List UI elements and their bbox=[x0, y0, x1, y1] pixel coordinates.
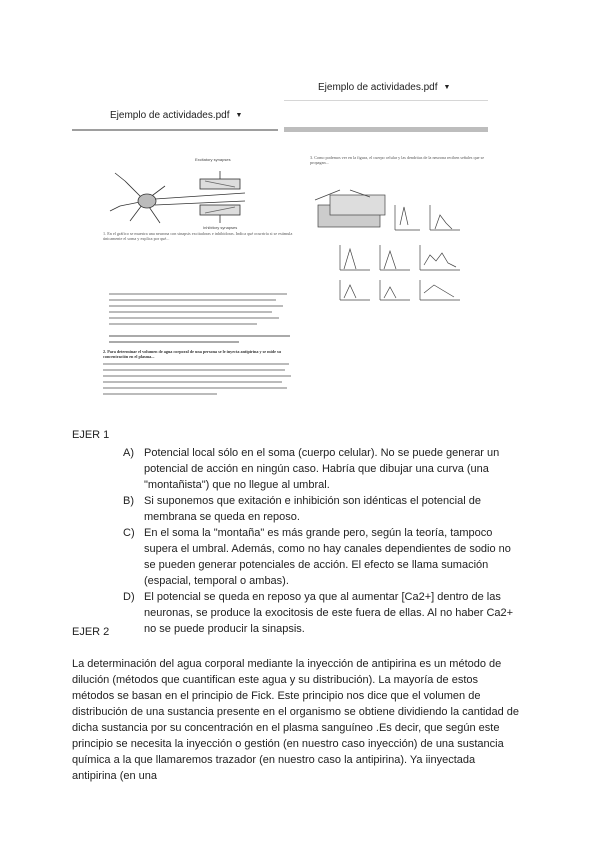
embedded-pdf-page bbox=[95, 145, 490, 410]
neuron-figure bbox=[105, 151, 255, 231]
embedded-question-1: 1. En el gráfico se muestra una neurona con sinapsis excitadoras e inhibidoras. Indica qué ocurriría si se estimula únicamente el soma y explica por qué... bbox=[103, 231, 293, 242]
embedded-q2-lines bbox=[103, 363, 293, 399]
ejer2-paragraph: La determinación del agua corporal mediante la inyección de antipirina es un método de dilución (métodos que cuantifican este agua y su distribución). La mayoría de estos métodos se basan en el principio de Fick. Este principio nos dice que el volumen de distribución de una sustancia presente en el organismo se obtiene dividiendo la cantidad de dicha sustancia por su concentración en el plasma sanguíneo .Es decir, que según este principio se necesita la inyección o gestión (en nuestro caso inyección) de una sustancia química a la que llamaremos trazador (en nuestro caso la antipirina). Ya iinyectada antipirina (en una bbox=[72, 658, 520, 782]
ejer2-heading: EJER 2 bbox=[72, 626, 110, 638]
dropdown-arrow-icon[interactable]: ▼ bbox=[235, 111, 243, 119]
answer-letter: C) bbox=[123, 527, 135, 539]
ejer1-answers-list bbox=[123, 445, 514, 637]
pdf-tab-right[interactable] bbox=[318, 78, 450, 96]
answer-text: El potencial se queda en reposo ya que al aumentar [Ca2+] dentro de las neuronas, se produce la exocitosis de este fuera de ellas. Al no haber Ca2+ no se puede producir la sinapsis. bbox=[144, 591, 514, 635]
answer-letter: D) bbox=[123, 591, 135, 603]
membrane-potential-figure bbox=[310, 185, 470, 305]
excitatory-label: Excitatory synapses bbox=[195, 157, 231, 162]
divider-left bbox=[72, 129, 278, 131]
divider-right-bottom bbox=[284, 127, 488, 132]
pdf-filename-right: Ejemplo de actividades.pdf bbox=[318, 81, 438, 93]
pdf-tab-left[interactable] bbox=[110, 106, 242, 124]
inhibitory-label: Inhibitory synapses bbox=[203, 225, 238, 230]
answer-item-a bbox=[123, 445, 514, 493]
answer-item-b bbox=[123, 493, 514, 525]
pdf-filename-left: Ejemplo de actividades.pdf bbox=[110, 109, 230, 121]
ejer1-heading: EJER 1 bbox=[72, 429, 110, 441]
answer-letter: B) bbox=[123, 495, 134, 507]
embedded-bullet-lines bbox=[109, 293, 294, 347]
embedded-question-3: 3. Como podemos ver en la figura, el cuerpo celular y las dendritas de la neurona reciben señales que se propagan... bbox=[310, 155, 485, 166]
dropdown-arrow-icon[interactable]: ▼ bbox=[443, 83, 451, 91]
embedded-question-2: 2. Para determinar el volumen de agua corporal de una persona se le inyecta antipirina y se mide su concentración en el plasma... bbox=[103, 349, 281, 360]
answer-letter: A) bbox=[123, 447, 134, 459]
answer-item-d bbox=[123, 589, 514, 637]
answer-text: En el soma la "montaña" es más grande pero, según la teoría, tampoco supera el umbral. Además, como no hay canales dependientes de sodio no se pueden generar potenciales de acción. El efecto se llama sumación (espacial, temporal o ambas). bbox=[144, 527, 511, 587]
divider-right-top bbox=[284, 100, 488, 101]
answer-text: Potencial local sólo en el soma (cuerpo celular). No se puede generar un potencial de acción en ningún caso. Habría que dibujar una curva (una "montañista") que no llegue al umbral. bbox=[144, 447, 500, 491]
answer-item-c bbox=[123, 525, 514, 589]
answer-text: Si suponemos que exitación e inhibición son idénticas el potencial de membrana se queda en reposo. bbox=[144, 495, 481, 523]
